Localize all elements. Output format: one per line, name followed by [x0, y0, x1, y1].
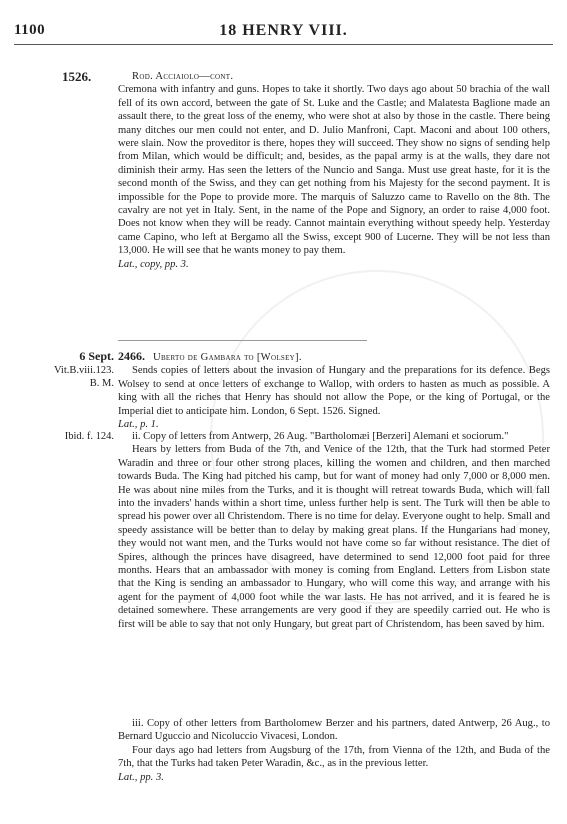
entry-2466: [118, 350, 550, 431]
entry-citation: Lat., pp. 3.: [118, 771, 164, 783]
margin-ref-ibid: Ibid. f. 124.: [64, 431, 114, 442]
copy-text: Four days ago had letters from Augsburg of the 17th, from Vienna of the 12th, and Buda of the 7th, that the Turks had taken Peter Waradin, &c., as in the previous letter.: [118, 744, 550, 770]
entry-citation: Lat., copy, pp. 3.: [118, 258, 189, 270]
page-number: 1100: [14, 22, 46, 38]
header-rule: [14, 44, 553, 45]
entry-heading: Uberto de Gambara to [Wolsey].: [153, 352, 302, 363]
copy-intro: iii. Copy of other letters from Bartholomew Berzer and his partners, dated Antwerp, 26 Aug., to Bernard Uguccio and Nicoluccio Vivacesi, London.: [118, 718, 550, 743]
margin-date: 6 Sept.: [79, 349, 114, 363]
entry-text: Sends copies of letters about the invasion of Hungary and the preparations for its defence. Begs Wolsey to send at once letters of exchange to Wallop, with orders to hasten as much as possible. A king with all the riches that Henry has should not allow the Pope, or the king of Portugal, or the Imperial diet to anticipate him. London, 6 Sept. 1526. Signed.: [118, 365, 550, 417]
entry-copy-antwerp: [118, 430, 550, 631]
entry-continued: [118, 70, 550, 271]
entry-number: 2466.: [118, 349, 145, 363]
entry-copy-other: [118, 717, 550, 784]
section-divider: [118, 340, 367, 341]
entry-text: Cremona with infantry and guns. Hopes to take it shortly. Two days ago about 50 brachia of the wall fell of its own accord, between the gate of St. Luke and the Castle; and Malatesta Baglione made an assault there, to the great loss of the enemy, who were shot at also by those in the castle. There being many ditches our men could not enter, and D. Julio Manfroni, Capt. Maconi and about 100 others, were slain. Now the proveditor is there, hopes they will succeed. They show no signs of sending help from Milan, which would be difficult; and, besides, as the papal army is at the walls, they dare not diminish their army. Has seen the letters of the Nuncio and Sanga. Must use great haste, for it is the second month of the Swiss, and they can get nothing from his Majesty for the second payment. It is impossible for the Pope to provide more. The marquis of Saluzzo came to Ravello on the 8th. The cavalry are not yet in Italy. Sent, in the name of the Pope and Signory, an order to raise 4,000 foot. Does not know when they will be ready. Cannot maintain everything without speedy help. Yesterday came Capino, who left at Bergamo all the Swiss, except 900 of Lucerne. They will be not less than 13,000. He will see that he wants money to pay them.: [118, 84, 550, 257]
margin-ref-bm: B. M.: [89, 378, 114, 389]
copy-text: Hears by letters from Buda of the 7th, and Venice of the 12th, that the Turk had stormed Peter Waradin and three or four other strong places, killing the women and children, and then marched towards Buda. The King had pitched his camp, but for want of money had only 7,000 or 8,000 men. He was about nine miles from the Turks, and it is thought will retreat towards Buda, which will fall into the invaders' hands within a short time, unless further help is sent. The Turk will then be able to spread his power over all Christendom. There is no time for delay. Everyone ought to help. Small and speedy assistance will be better than to delay by making great plans. If the Hungarians had money, they would not want men, and the Turks would not have come so far without resistance. The diet of Spires, although the princes have disagreed, have determined to send 12,000 foot paid for three months. Hears that an ambassador with money is coming from England. Letters from Lisbon state that the King is sending an ambassador to Hungary, who will come this way, and arrange with his agent for the payment of 4,000 foot while the war lasts. He has not arrived, and it is feared he is detained somewhere. These arrangements are very good if they are speedily carried out. He who is first will be able to say that not only Hungary, but great part of Christendom, has been saved by him.: [118, 444, 550, 630]
copy-intro: ii. Copy of letters from Antwerp, 26 Aug. "Bartholomæi [Berzeri] Alemani et sociorum.": [132, 431, 509, 442]
margin-year: 1526.: [62, 69, 92, 84]
entry-heading: Rod. Acciaiolo—cont.: [132, 71, 234, 82]
entry-citation: Lat., p. 1.: [118, 419, 159, 431]
margin-ref-vitellius: Vit.B.viii.123.: [53, 365, 114, 376]
running-head: 18 HENRY VIII.: [219, 22, 348, 39]
